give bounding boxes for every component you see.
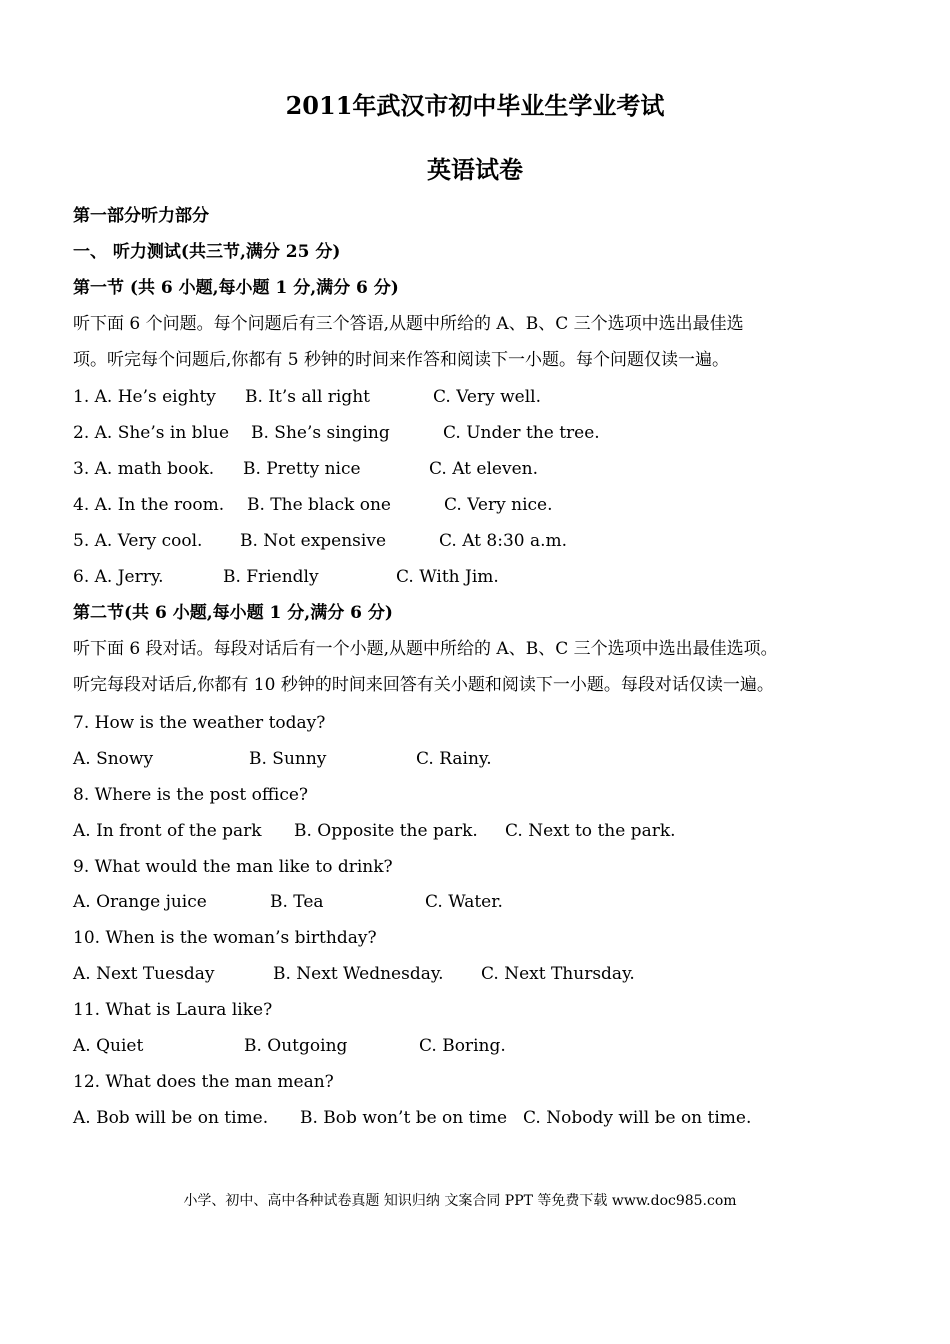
option-c: C. Next to the park.	[505, 821, 676, 841]
option-a: 3. A. math book.	[73, 459, 215, 479]
question-text: 8. Where is the post office?	[73, 785, 309, 805]
option-a: 2. A. She’s in blue	[73, 423, 230, 443]
option-a: A. In front of the park	[73, 821, 262, 841]
option-b: B. Friendly	[223, 567, 319, 587]
sec2-instruction-2: 听完每段对话后,你都有 10 秒钟的时间来回答有关小题和阅读下一小题。每段对话仅读一遍。	[73, 675, 774, 695]
option-c: C. Next Thursday.	[481, 964, 635, 984]
option-c: C. At eleven.	[429, 459, 538, 479]
sec2-instruction-1: 听下面 6 段对话。每段对话后有一个小题,从题中所给的 A、B、C 三个选项中选出最佳选项。	[73, 639, 778, 659]
option-a: A. Snowy	[73, 749, 154, 769]
option-a: 6. A. Jerry.	[73, 567, 164, 587]
option-b: B. Tea	[270, 892, 324, 912]
sec1-instruction-1: 听下面 6 个问题。每个问题后有三个答语,从题中所给的 A、B、C 三个选项中选出最佳选	[73, 314, 744, 334]
option-a: A. Next Tuesday	[73, 964, 215, 984]
option-a: 5. A. Very cool.	[73, 531, 203, 551]
question-text: 7. How is the weather today?	[73, 713, 326, 733]
option-b: B. The black one	[247, 495, 391, 515]
section-heading: 一、 听力测试(共三节,满分 25 分)	[73, 242, 341, 262]
option-c: C. Under the tree.	[443, 423, 600, 443]
option-b: B. Not expensive	[240, 531, 387, 551]
option-c: C. Nobody will be on time.	[523, 1108, 752, 1128]
question-text: 9. What would the man like to drink?	[73, 857, 393, 877]
option-b: B. Sunny	[249, 749, 327, 769]
exam-subtitle: 英语试卷	[427, 155, 523, 184]
question-text: 11. What is Laura like?	[73, 1000, 273, 1020]
part-heading: 第一部分听力部分	[73, 206, 209, 226]
option-a: A. Bob will be on time.	[73, 1108, 269, 1128]
option-a: A. Quiet	[73, 1036, 144, 1056]
question-text: 10. When is the woman’s birthday?	[73, 928, 377, 948]
option-a: 1. A. He’s eighty	[73, 387, 216, 407]
option-b: B. Bob won’t be on time	[300, 1108, 508, 1128]
option-a: A. Orange juice	[73, 892, 207, 912]
sec1-heading: 第一节 (共 6 小题,每小题 1 分,满分 6 分)	[73, 278, 399, 298]
option-b: B. It’s all right	[245, 387, 371, 407]
question-text: 12. What does the man mean?	[73, 1072, 334, 1092]
page-footer: 小学、初中、高中各种试卷真题 知识归纳 文案合同 PPT 等免费下载 www.doc985.com	[183, 1193, 737, 1209]
option-c: C. Boring.	[419, 1036, 506, 1056]
option-c: C. Very well.	[433, 387, 542, 407]
option-c: C. Rainy.	[416, 749, 492, 769]
option-a: 4. A. In the room.	[73, 495, 225, 515]
option-b: B. She’s singing	[251, 423, 390, 443]
option-c: C. Very nice.	[444, 495, 553, 515]
option-b: B. Outgoing	[244, 1036, 348, 1056]
exam-title: 2011年武汉市初中毕业生学业考试	[285, 91, 665, 120]
option-b: B. Opposite the park.	[294, 821, 478, 841]
sec1-instruction-2: 项。听完每个问题后,你都有 5 秒钟的时间来作答和阅读下一小题。每个问题仅读一遍。	[73, 350, 730, 370]
option-c: C. At 8:30 a.m.	[439, 531, 568, 551]
option-b: B. Next Wednesday.	[273, 964, 444, 984]
option-b: B. Pretty nice	[243, 459, 361, 479]
sec2-heading: 第二节(共 6 小题,每小题 1 分,满分 6 分)	[73, 603, 393, 623]
option-c: C. Water.	[425, 892, 503, 912]
option-c: C. With Jim.	[396, 567, 499, 587]
